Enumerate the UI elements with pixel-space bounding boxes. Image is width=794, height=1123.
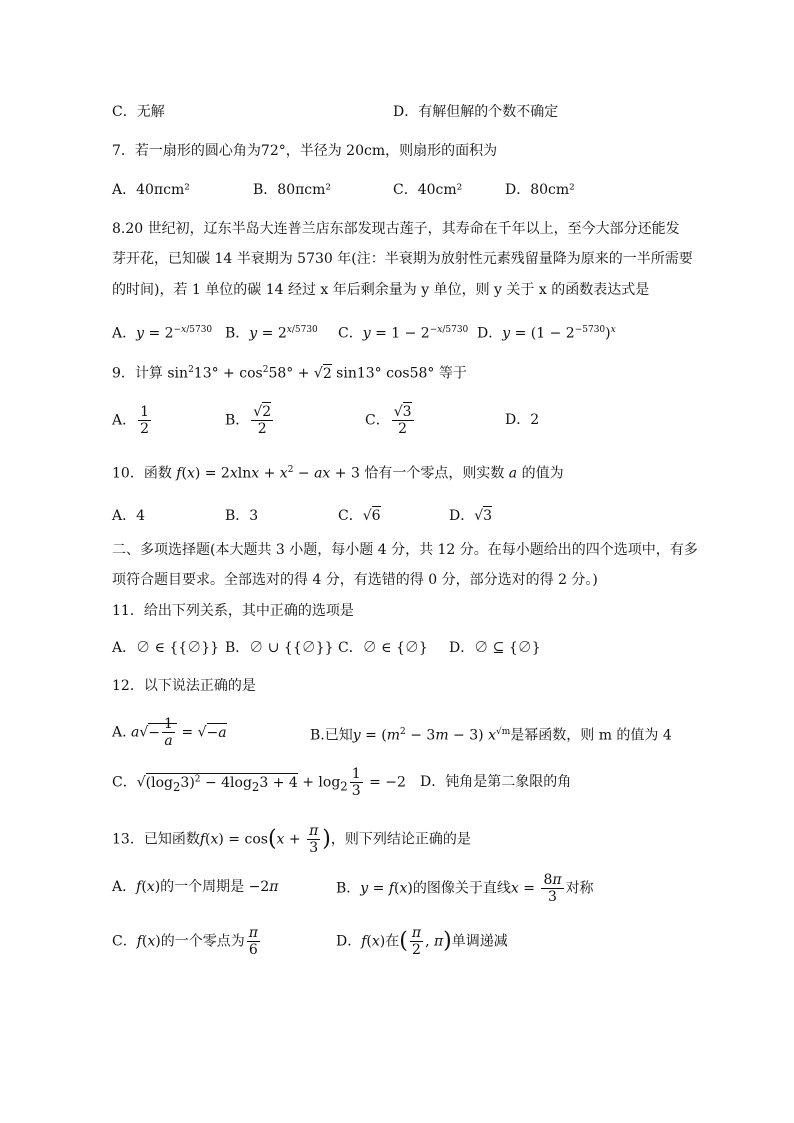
q9-option-b: B． $\frac{√2}{2}$	[225, 404, 272, 437]
q9-option-c: C． $\frac{√3}{2}$	[365, 404, 412, 437]
q10-option-a: A．4	[112, 508, 146, 524]
q7-option-b: B．80πcm²	[253, 182, 332, 198]
q10-option-d: D．√3	[449, 508, 493, 524]
q12-stem: 12．以下说法正确的是	[112, 678, 256, 694]
q11-option-c: C．∅ ∈ {∅}	[338, 640, 428, 656]
q13-stem: 13．已知函数f(x) = cos(x + $\frac{\pi}{3}$ )，则下列结论正确的是	[112, 823, 471, 856]
section2-heading-line1: 二、多项选择题(本大题共 3 小题，每小题 4 分，共 12 分。在每小题给出的四个选项中，有多	[112, 542, 698, 558]
q11-option-d: D．∅ ⊆ {∅}	[449, 640, 541, 656]
q8-option-c: C．$y = 1 - 2^{-x/5730}$	[338, 325, 469, 342]
q8-line2: 芽开花，已知碳 14 半衰期为 5730 年(注：半衰期为放射性元素残留量降为原来的一半所需要	[112, 251, 693, 267]
q11-option-a: A．∅ ∈ {{∅}}	[112, 640, 220, 656]
q7-option-d: D．80cm²	[505, 182, 575, 198]
q6-option-c: C．无解	[112, 104, 165, 120]
q6-option-d: D．有解但解的个数不确定	[393, 104, 559, 120]
q13-option-b: B．y = f(x)的图像关于直线x = $\frac{8\pi}{3}$ 对称	[336, 872, 594, 905]
q7-stem: 7．若一扇形的圆心角为72°，半径为 20cm，则扇形的面积为	[112, 143, 498, 159]
q7-option-a: A．40πcm²	[112, 182, 190, 198]
q13-option-a: A．f(x)的一个周期是 −2π	[112, 879, 279, 895]
q12-option-b: B.已知$y = (m^2 - 3m - 3)$ $x^{√m}$是幂函数，则 m 的值为 4	[310, 727, 672, 744]
q12-option-c: C．$√(\log_23)^2 - 4\log_23 + 4 + \log_2$ $\frac{1}{3}$ = −2	[112, 766, 406, 799]
q11-stem: 11．给出下列关系，其中正确的选项是	[112, 603, 354, 619]
q10-stem: 10．函数 $f(x) = 2xlnx + x^2$ − ax + 3 恰有一个零点，则实数 a 的值为	[112, 465, 564, 482]
section2-heading-line2: 项符合题目要求。全部选对的得 4 分，有选错的得 0 分，部分选对的得 2 分。)	[112, 572, 598, 588]
q11-option-b: B．∅ ∪ {{∅}}	[225, 640, 334, 656]
q8-line1: 8.20 世纪初，辽东半岛大连普兰店东部发现古莲子，其寿命在千年以上，至今大部分还能发	[112, 221, 680, 237]
q13-option-d: D．f(x)在( $\frac{\pi}{2}$ , π)单调递减	[336, 925, 508, 958]
q9-option-a: A． $\frac{1}{2}$	[112, 404, 150, 437]
q8-option-a: A．$y = 2^{-x/5730}$	[112, 325, 213, 342]
q8-line3: 的时间)，若 1 单位的碳 14 经过 x 年后剩余量为 y 单位，则 y 关于 x 的函数表达式是	[112, 282, 650, 298]
q12-option-d: D．钝角是第二象限的角	[420, 774, 572, 790]
q7-option-c: C．40cm²	[393, 182, 463, 198]
q8-option-d: D．$y = (1 - 2^{-5730})^x$	[477, 325, 616, 342]
q9-option-d: D．2	[505, 412, 540, 428]
q12-option-a: A. a√− $\frac{1}{a}$ = √−a	[112, 716, 227, 749]
q10-option-c: C．√6	[338, 508, 381, 524]
q9-stem: 9．计算 $\sin^213^\circ + \cos^258^\circ + √2$ sin13° cos58° 等于	[112, 365, 467, 382]
q13-option-c: C．f(x)的一个零点为 $\frac{\pi}{6}$	[112, 925, 258, 958]
q8-option-b: B．$y = 2^{x/5730}$	[225, 325, 318, 342]
q10-option-b: B．3	[225, 508, 259, 524]
